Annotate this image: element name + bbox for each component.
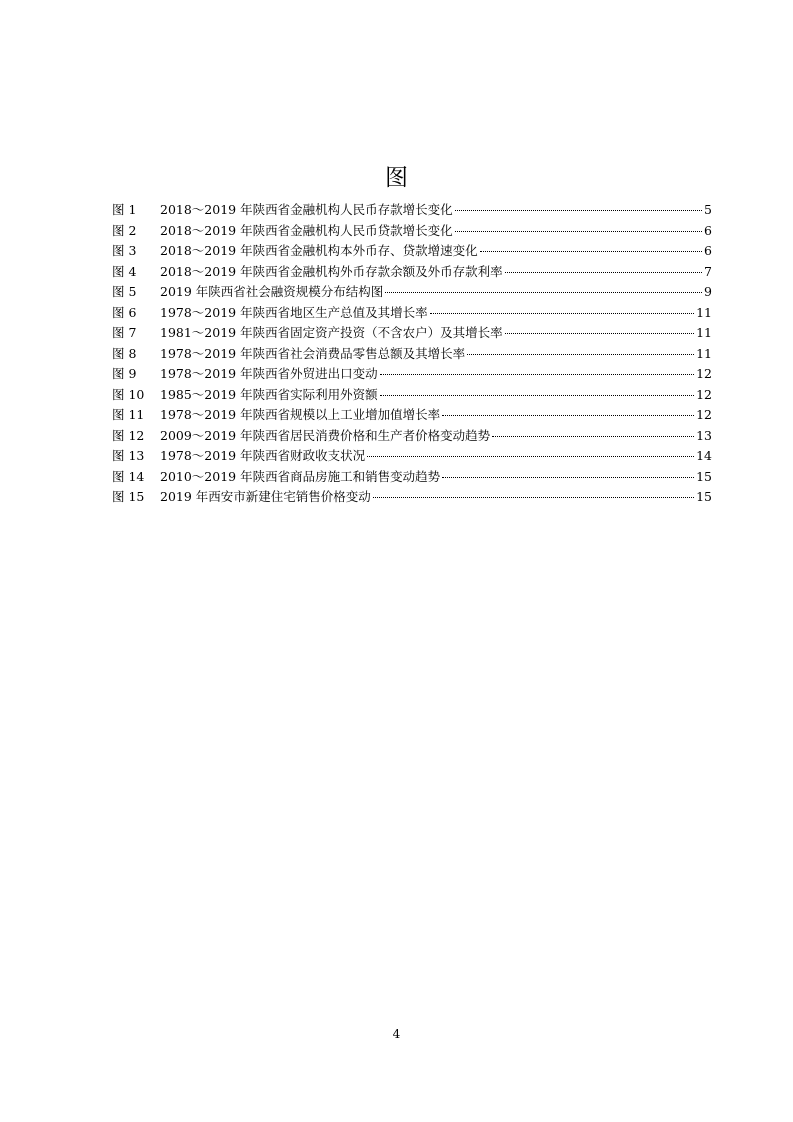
toc-dot-leader [505,272,702,273]
toc-entry-label: 图 4 [112,263,137,279]
toc-entry[interactable] [112,262,712,283]
toc-entry-label: 图 1 [112,202,137,217]
toc-dot-leader [505,333,694,334]
toc-entry-page: 12 [696,366,712,381]
toc-entry[interactable] [112,323,712,344]
toc-entry[interactable] [112,303,712,324]
toc-entry-page: 12 [696,386,712,402]
toc-entry-label: 图 12 [112,427,145,443]
toc-entry-label: 图 15 [112,489,145,504]
toc-entry-label: 图 10 [112,386,145,402]
toc-entry-label: 图 13 [112,448,145,463]
toc-entry[interactable] [112,200,712,221]
toc-dot-leader [380,374,694,375]
toc-entry[interactable] [112,282,712,303]
toc-entry-label: 图 2 [112,222,137,238]
toc-entry[interactable] [112,241,712,262]
toc-entry-page: 11 [696,345,712,361]
toc-entry-title: 1985～2019 年陕西省实际利用外资额 [160,386,378,402]
toc-entry-title: 2019 年陕西省社会融资规模分布结构图 [160,284,384,299]
toc-entry-title: 2018～2019 年陕西省金融机构人民币存款增长变化 [160,202,453,217]
toc-entry-label: 图 8 [112,345,137,361]
toc-entry-title: 2019 年西安市新建住宅销售价格变动 [160,489,371,504]
toc-entry-page: 15 [696,489,712,504]
toc-entry-label: 图 6 [112,304,137,320]
toc-entry-title: 1978～2019 年陕西省社会消费品零售总额及其增长率 [160,345,466,361]
toc-entry-page: 11 [696,304,712,320]
toc-entry-title: 2009～2019 年陕西省居民消费价格和生产者价格变动趋势 [160,427,491,443]
toc-entry-title: 1978～2019 年陕西省地区生产总值及其增长率 [160,304,428,320]
toc-dot-leader [455,231,702,232]
toc-entry-label: 图 3 [112,243,137,258]
toc-entry-page: 6 [704,243,712,258]
toc-entry-page: 11 [696,325,712,340]
toc-entry-page: 6 [704,222,712,238]
toc-entry-label: 图 14 [112,468,145,484]
toc-dot-leader [385,292,702,293]
toc-entry-title: 2018～2019 年陕西省金融机构外币存款余额及外币存款利率 [160,263,503,279]
toc-entry[interactable] [112,487,712,508]
toc-entry[interactable] [112,426,712,447]
toc-entry-title: 1978～2019 年陕西省外贸进出口变动 [160,366,378,381]
toc-entry-page: 9 [704,284,712,299]
toc-dot-leader [430,313,694,314]
toc-entry-label: 图 11 [112,407,145,422]
toc-entry-page: 5 [704,202,712,217]
toc-entry-page: 15 [696,468,712,484]
toc-entry-title: 1978～2019 年陕西省规模以上工业增加值增长率 [160,407,441,422]
toc-entry-page: 13 [696,427,712,443]
toc-entry-title: 2010～2019 年陕西省商品房施工和销售变动趋势 [160,468,441,484]
toc-dot-leader [492,436,694,437]
toc-entry[interactable] [112,221,712,242]
toc-dot-leader [455,210,702,211]
toc-entry-title: 1978～2019 年陕西省财政收支状况 [160,448,366,463]
toc-entry[interactable] [112,385,712,406]
toc-dot-leader [467,354,694,355]
toc-entry-label: 图 7 [112,325,137,340]
toc-dot-leader [373,497,694,498]
toc-dot-leader [380,395,694,396]
toc-dot-leader [442,477,694,478]
page-number: 4 [392,1027,401,1041]
toc-entry[interactable] [112,364,712,385]
toc-entry-title: 2018～2019 年陕西省金融机构人民币贷款增长变化 [160,222,453,238]
toc-entry[interactable] [112,344,712,365]
figure-toc-list [112,200,712,508]
toc-dot-leader [480,251,702,252]
page-title: 图 [385,165,408,191]
toc-dot-leader [442,415,694,416]
toc-entry[interactable] [112,446,712,467]
toc-entry-title: 1981～2019 年陕西省固定资产投资（不含农户）及其增长率 [160,325,503,340]
toc-entry[interactable] [112,405,712,426]
toc-entry-label: 图 9 [112,366,137,381]
toc-dot-leader [367,456,694,457]
toc-entry[interactable] [112,467,712,488]
toc-entry-title: 2018～2019 年陕西省金融机构本外币存、贷款增速变化 [160,243,478,258]
toc-entry-label: 图 5 [112,284,137,299]
toc-entry-page: 14 [696,448,712,463]
toc-entry-page: 7 [704,263,712,279]
toc-entry-page: 12 [696,407,712,422]
